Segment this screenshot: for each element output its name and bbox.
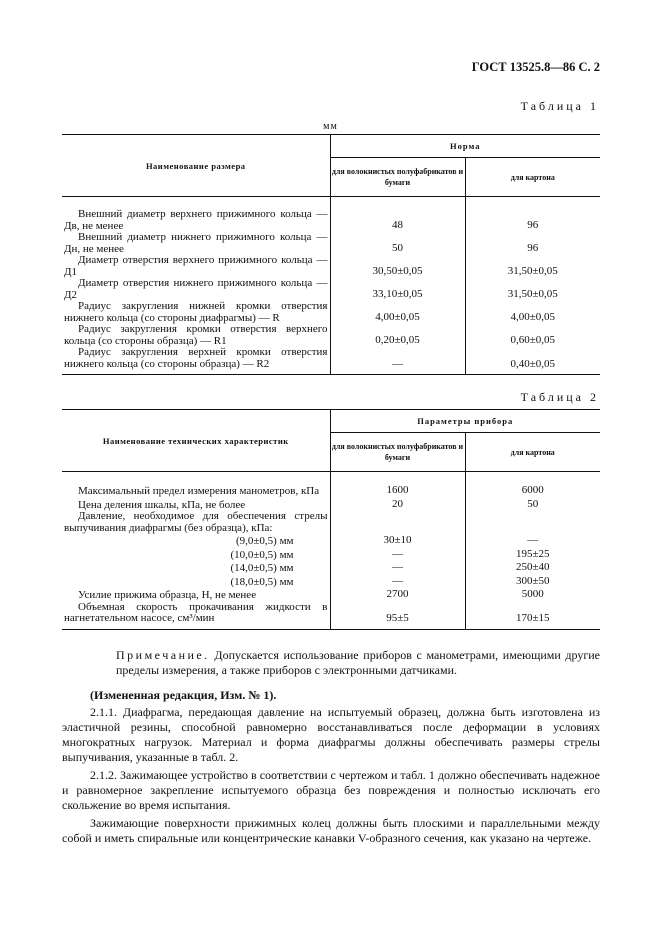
table-row — [62, 278, 600, 301]
row-name: Радиус закругления нижней кромки отверстия нижнего кольца (со стороны диафрагмы) — R — [64, 300, 328, 324]
row-value-b: 31,50±0,05 — [465, 278, 600, 301]
row-name: Диаметр отверстия нижнего прижимного кольца — Д2 — [64, 277, 328, 301]
table-row — [62, 232, 600, 255]
table1 — [62, 134, 600, 375]
paragraph-2-1-1: 2.1.1. Диафрагма, передающая давление на испытуемый образец, должна быть изготовлена из эластичной резины, способной равномерно восстанавливаться после деформации в условиях многократных нагрузок. Материал и форма диафрагмы должны обеспечивать размеры стрелы выпучивания, указанные в табл. 2. — [62, 705, 600, 764]
row-value-b: 0,60±0,05 — [465, 324, 600, 347]
row-name: (14,0±0,5) мм — [230, 562, 294, 574]
table2-caption: Таблица 2 — [520, 390, 599, 404]
table-row — [62, 534, 600, 548]
row-value-b: 300±50 — [465, 575, 600, 589]
row-value-a: — — [330, 548, 465, 562]
row-name: Объемная скорость прокачивания жидкости в нагнетательном насосе, см³/мин — [62, 602, 330, 630]
table-row — [62, 498, 600, 512]
row-name: (18,0±0,5) мм — [230, 575, 294, 588]
row-value-b — [465, 511, 600, 534]
row-name: Цена деления шкалы, кПа, не более — [78, 498, 246, 511]
table2-col-a: для волокнистых полуфабрикатов и бумаги — [330, 433, 465, 472]
row-value-b: 31,50±0,05 — [465, 255, 600, 278]
table-row — [62, 484, 600, 498]
table-row — [62, 209, 600, 232]
row-value-a — [330, 511, 465, 534]
table2-col-group: Параметры прибора — [330, 410, 600, 433]
row-name: (10,0±0,5) мм — [230, 548, 294, 561]
row-value-b: 96 — [465, 209, 600, 232]
row-value-b: 170±15 — [465, 602, 600, 630]
row-value-a: 33,10±0,05 — [330, 278, 465, 301]
row-value-a: 95±5 — [330, 602, 465, 630]
row-value-a: 20 — [330, 498, 465, 512]
row-value-b: 250±40 — [465, 561, 600, 575]
table-row — [62, 347, 600, 375]
table2-col-b: для картона — [465, 433, 600, 472]
row-name: (9,0±0,5) мм — [235, 535, 294, 547]
row-value-a: 1600 — [330, 484, 465, 498]
row-value-a: — — [330, 347, 465, 375]
row-name: Максимальный предел измерения манометров, кПа — [78, 485, 320, 497]
row-value-b: 6000 — [465, 484, 600, 498]
row-name: Диаметр отверстия верхнего прижимного кольца — Д1 — [64, 254, 328, 278]
table1-units: мм — [323, 121, 338, 132]
row-value-a: 48 — [330, 209, 465, 232]
row-value-a: — — [330, 561, 465, 575]
row-name: Давление, необходимое для обеспечения стрелы выпучивания диафрагмы (без образца), кПа: — [64, 510, 328, 534]
table-row — [62, 255, 600, 278]
row-value-a: 0,20±0,05 — [330, 324, 465, 347]
note-text: Допускается использование приборов с манометрами, имеющими другие пределы измерения, а также приборов с электронными датчиками. — [116, 648, 601, 677]
table-row — [62, 588, 600, 602]
row-value-a: 50 — [330, 232, 465, 255]
row-value-b: — — [465, 534, 600, 548]
note-label: Примечание. — [116, 648, 210, 662]
row-value-a: 30,50±0,05 — [330, 255, 465, 278]
table1-caption: Таблица 1 — [520, 99, 599, 113]
row-value-a: 4,00±0,05 — [330, 301, 465, 324]
row-name: Внешний диаметр нижнего прижимного кольца — Дн, не менее — [64, 231, 328, 255]
edition-note: (Измененная редакция, Изм. № 1). — [90, 688, 277, 702]
row-value-b: 4,00±0,05 — [465, 301, 600, 324]
paragraph-3: Зажимающие поверхности прижимных колец должны быть плоскими и параллельными между собой и иметь спиральные или концентрические канавки V-образного сечения, как указано на чертеже. — [62, 816, 600, 845]
row-value-b: 5000 — [465, 588, 600, 602]
row-value-a: 2700 — [330, 588, 465, 602]
paragraph-2-1-2: 2.1.2. Зажимающее устройство в соответствии с чертежом и табл. 1 должно обеспечивать надежное и равномерное закрепление испытуемого образца без повреждения и полностью исключать его скольжение во время испытания. — [62, 768, 600, 812]
table2 — [62, 409, 600, 630]
row-value-b: 96 — [465, 232, 600, 255]
row-value-b: 0,40±0,05 — [465, 347, 600, 375]
row-value-a: 30±10 — [330, 534, 465, 548]
table-row — [62, 561, 600, 575]
row-value-b: 50 — [465, 498, 600, 512]
row-name: Внешний диаметр верхнего прижимного кольца — Дв, не менее — [64, 208, 328, 232]
table1-col-group: Норма — [330, 135, 600, 158]
row-value-a: — — [330, 575, 465, 589]
row-value-b: 195±25 — [465, 548, 600, 562]
row-name: Радиус закругления верхней кромки отверстия нижнего кольца (со стороны образца) — R2 — [62, 347, 330, 375]
table-row — [62, 548, 600, 562]
table1-col-a: для волокнистых полуфабрикатов и бумаги — [330, 158, 465, 197]
row-name: Радиус закругления кромки отверстия верхнего кольца (со стороны образца) — R1 — [64, 323, 328, 347]
table-row — [62, 602, 600, 630]
table-row — [62, 301, 600, 324]
row-name: Усилие прижима образца, Н, не менее — [78, 589, 257, 601]
note — [116, 648, 600, 678]
table1-col-name: Наименование размера — [62, 135, 330, 197]
page-header: ГОСТ 13525.8—86 С. 2 — [471, 60, 600, 74]
table2-col-name: Наименование технических характеристик — [62, 410, 330, 472]
table-row — [62, 324, 600, 347]
table-row — [62, 511, 600, 534]
table-row — [62, 575, 600, 589]
table1-col-b: для картона — [465, 158, 600, 197]
